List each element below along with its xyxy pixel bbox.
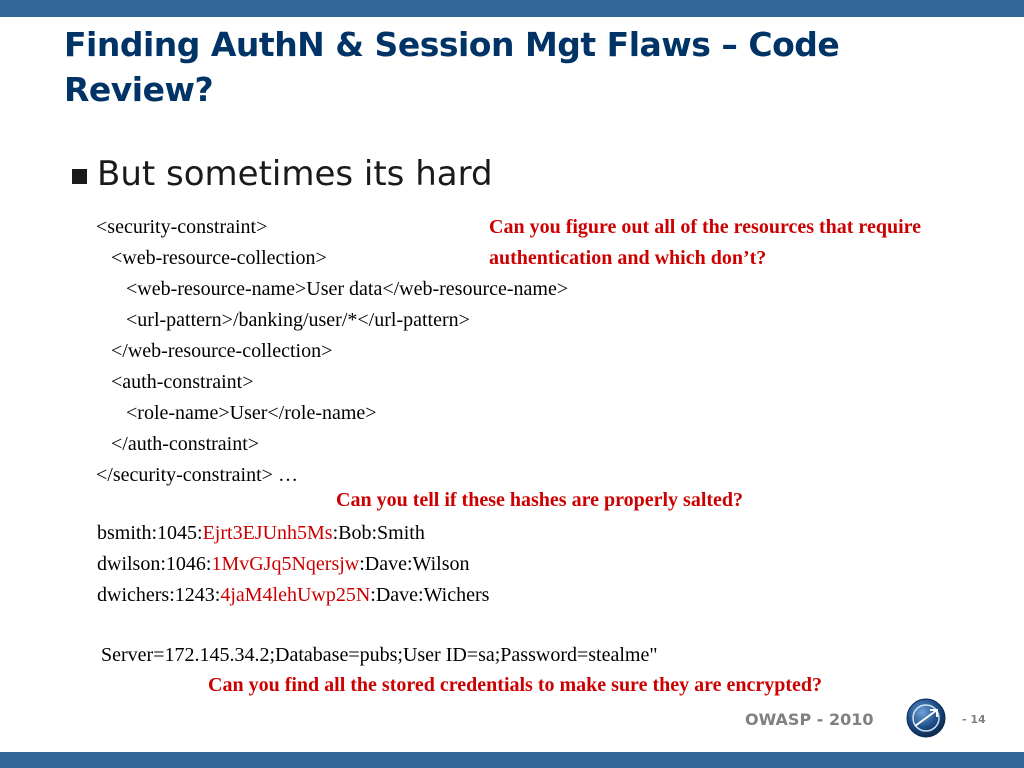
hash-suffix: :Bob:Smith <box>332 522 425 544</box>
code-line: </web-resource-collection> <box>96 340 333 362</box>
hash-suffix: :Dave:Wilson <box>359 553 470 575</box>
hash-prefix: dwilson:1046: <box>97 553 212 575</box>
square-bullet-icon <box>72 169 87 184</box>
code-line: <auth-constraint> <box>96 371 254 393</box>
code-line: </security-constraint> … <box>96 464 298 486</box>
bullet-item <box>72 154 493 194</box>
code-line: <web-resource-name>User data</web-resource-name> <box>96 278 569 300</box>
code-line: <security-constraint> <box>96 216 268 238</box>
connection-string: Server=172.145.34.2;Database=pubs;User ID=sa;Password=stealme" <box>101 644 658 666</box>
hash-row <box>97 580 489 611</box>
page-number: - 14 <box>962 713 986 726</box>
hash-value: 1MvGJq5Nqersjw <box>211 553 360 575</box>
hash-suffix: :Dave:Wichers <box>370 584 490 606</box>
code-line: </auth-constraint> <box>96 433 260 455</box>
hash-prefix: dwichers:1243: <box>97 584 221 606</box>
note-resources: Can you figure out all of the resources that require authentication and which don’t? <box>489 216 922 269</box>
hash-row <box>97 549 489 580</box>
owasp-logo-icon <box>906 698 946 738</box>
slide-title: Finding AuthN & Session Mgt Flaws – Code Review? <box>64 25 840 109</box>
note-hashes: Can you tell if these hashes are properly salted? <box>336 489 744 511</box>
hash-list <box>97 518 489 611</box>
hash-value: Ejrt3EJUnh5Ms <box>202 522 333 544</box>
note-credentials: Can you find all the stored credentials to make sure they are encrypted? <box>208 674 823 696</box>
footer-label: OWASP - 2010 <box>745 710 874 729</box>
hash-prefix: bsmith:1045: <box>97 522 203 544</box>
code-line: <url-pattern>/banking/user/*</url-pattern> <box>96 309 470 331</box>
hash-row <box>97 518 489 549</box>
code-line: <web-resource-collection> <box>96 247 327 269</box>
hash-value: 4jaM4lehUwp25N <box>220 584 371 606</box>
top-bar <box>0 0 1024 17</box>
code-line: <role-name>User</role-name> <box>96 402 377 424</box>
bullet-text: But sometimes its hard <box>97 154 493 194</box>
bottom-bar <box>0 752 1024 768</box>
